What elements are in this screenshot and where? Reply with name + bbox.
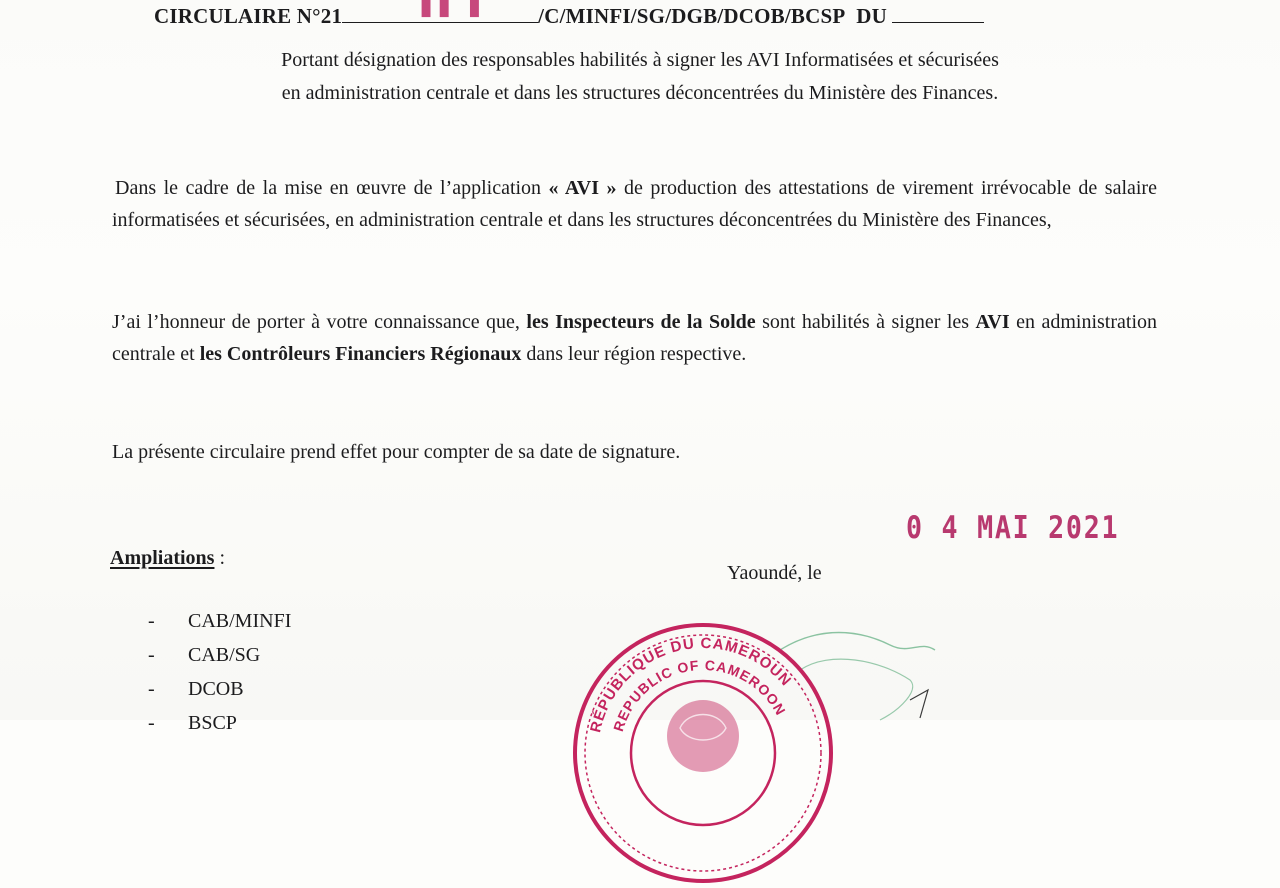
number-blank	[342, 4, 538, 23]
red-stamp-fragment: ▮▮ ▮	[420, 0, 487, 19]
subtitle-line-1: Portant désignation des responsables habilités à signer les AVI Informatisées et sécurisées	[281, 49, 999, 71]
list-item	[148, 604, 291, 638]
paragraph-text: Dans le cadre de la mise en œuvre de l’application	[115, 177, 549, 199]
list-dash: -	[148, 610, 155, 632]
list-dash: -	[148, 678, 155, 700]
list-item	[148, 638, 291, 672]
paragraph-text: J’ai l’honneur de porter à votre connaissance que,	[112, 311, 527, 333]
list-item-label: DCOB	[188, 678, 244, 700]
circular-reference: /C/MINFI/SG/DGB/DCOB/BCSP	[538, 4, 846, 28]
circular-subtitle	[160, 44, 1120, 110]
paragraph-text: dans leur région respective.	[521, 343, 747, 365]
ampliations-heading	[110, 547, 225, 570]
ampliations-label: Ampliations	[110, 547, 215, 569]
city-date-line: Yaoundé, le	[727, 562, 822, 584]
list-item	[148, 706, 291, 740]
ampliations-colon: :	[214, 547, 226, 569]
avi-emphasis: AVI	[975, 311, 1010, 333]
seal-inner-text: REPUBLIC OF CAMEROON	[610, 656, 790, 734]
date-blank	[892, 4, 984, 23]
paragraph-effect: La présente circulaire prend effet pour compter de sa date de signature.	[112, 441, 681, 463]
list-dash: -	[148, 644, 155, 666]
paragraph-text: sont habilités à signer les	[755, 311, 976, 333]
list-item-label: CAB/SG	[188, 644, 261, 666]
subtitle-line-2: en administration centrale et dans les structures déconcentrées du Ministère des Finances.	[281, 82, 999, 104]
paragraph-text: en administration centrale et	[112, 311, 1157, 365]
list-item-label: BSCP	[188, 712, 237, 734]
paragraph-text: de production des attestations de virement irrévocable de salaire informatisées et sécurisées, en administration centrale et dans les structures déconcentrées du Ministère des Finances,	[112, 177, 1157, 231]
circular-du-label: DU	[856, 4, 888, 28]
avi-emphasis: « AVI »	[548, 177, 617, 199]
date-stamp: 0 4 MAI 2021	[906, 510, 1120, 546]
list-item-label: CAB/MINFI	[188, 610, 292, 632]
list-item	[148, 672, 291, 706]
paragraph-decision	[112, 306, 1157, 370]
inspecteurs-emphasis: les Inspecteurs de la Solde	[526, 311, 756, 333]
paragraph-context	[112, 172, 1157, 236]
seal-outer-text: RÉPUBLIQUE DU CAMEROUN	[587, 634, 795, 735]
circular-number: CIRCULAIRE N°21	[154, 4, 343, 28]
list-dash: -	[148, 712, 155, 734]
controleurs-emphasis: les Contrôleurs Financiers Régionaux	[199, 343, 522, 365]
official-seal	[568, 618, 838, 888]
circular-reference-line	[154, 4, 1154, 29]
